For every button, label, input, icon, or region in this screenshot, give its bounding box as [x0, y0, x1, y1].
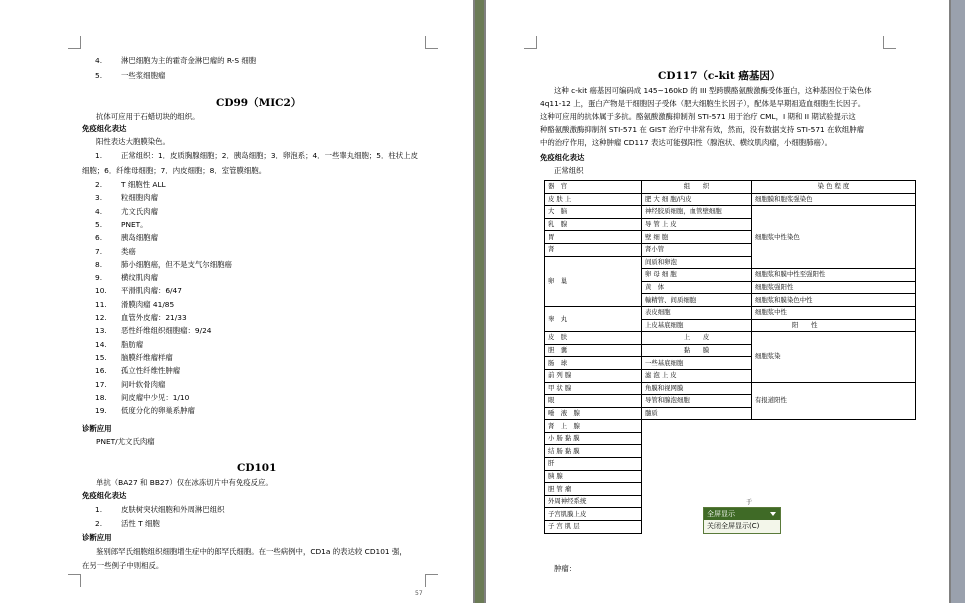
toolbar-hint: 于 [746, 499, 753, 506]
list-item: 6. 胰岛细胞瘤 [95, 233, 158, 243]
stain-cell: 细胞浆染 [752, 332, 916, 382]
crop-mark [524, 36, 537, 49]
expression-table [544, 180, 916, 534]
organ-cell: 皮 肤 上 [545, 193, 642, 206]
table-row [545, 420, 916, 433]
organ-cell: 肾 [545, 243, 642, 256]
table-header-row [545, 181, 916, 194]
watermark: www.ipathology.cn by yanyan530 [719, 585, 896, 596]
organ-cell: 肠 球 [545, 357, 642, 370]
tissue-cell: 上 皮 [642, 332, 752, 345]
paragraph-line: 这种 c-kit 癌基因可编码成 145~160kD 的 III 型跨膜酪氨酸激酶受体蛋白，这种基因位于染色体 [554, 86, 872, 95]
paragraph-line: 中的治疗作用，这种肿瘤 CD117 表达可能强阳性（腺泡状、横纹肌肉瘤，小细胞肺癌）。 [540, 138, 833, 147]
paragraph-line: 这种可应用的抗体属于多抗。酪氨酸激酶抑制剂 STI-571 用于治疗 CML，I 期和 II 期试验提示这 [540, 112, 856, 121]
tissue-cell: 间质和卵泡 [642, 256, 752, 269]
list-item: 3. 粒细胞肉瘤 [95, 193, 158, 203]
list-item: 5. 一些浆细胞瘤 [95, 71, 166, 80]
list-item: 11. 滑膜肉瘤 41/85 [95, 299, 175, 309]
section-title-cd101: CD101 [237, 462, 277, 474]
tissue-cell: 一些基底细胞 [642, 357, 752, 370]
paragraph: 单抗（BA27 和 BB27）仅在冰冻切片中有免疫反应。 [96, 478, 273, 487]
stain-cell: 有报道阳性 [752, 382, 916, 420]
list-item: 1. 皮肤树突状细胞和外周淋巴组织 [95, 505, 225, 514]
table-caption: 正常组织 [554, 166, 584, 175]
paragraph-line: 4q11-12 上，蛋白产物是干细胞因子受体（肥大细胞生长因子），配体是早期祖造血细胞生长因子。 [540, 99, 866, 108]
table-header: 器 官 [545, 181, 642, 194]
list-item: 16. 孤立性纤维性肿瘤 [95, 366, 181, 376]
organ-cell: 胰 腺 [545, 470, 642, 483]
stain-cell: 细胞膜和胞浆强染色 [752, 193, 916, 206]
tissue-cell: 导管和腺泡细胞 [642, 395, 752, 408]
tissue-cell: 肾小管 [642, 243, 752, 256]
list-item: 15. 脑膜纤维瘤样瘤 [95, 352, 173, 362]
table-row [545, 193, 916, 206]
tissue-cell: 滤 泡 上 皮 [642, 369, 752, 382]
tissue-cell: 上皮基底细胞 [642, 319, 752, 332]
table-row [545, 306, 916, 319]
organ-cell: 前 列 腺 [545, 369, 642, 382]
crop-mark [425, 36, 438, 49]
tissue-cell: 壁 细 胞 [642, 231, 752, 244]
subheading: 免疫组化表达 [540, 153, 585, 162]
page-gap-scrollbar[interactable] [475, 0, 484, 603]
organ-cell: 肾 上 腺 [545, 420, 642, 433]
list-item: 5. PNET。 [95, 219, 148, 229]
tissue-cell: 肥 大 细 胞/内皮 [642, 193, 752, 206]
crop-mark [68, 36, 81, 49]
tissue-cell: 表皮细胞 [642, 306, 752, 319]
list-item-continuation: 细胞；6．纤维母细胞；7．内皮细胞；8．室管膜细胞。 [82, 166, 267, 175]
list-item: 18. 间皮瘤中少见：1/10 [95, 392, 190, 402]
crop-mark [883, 36, 896, 49]
section-title-cd99: CD99（MIC2） [216, 97, 302, 109]
left-page [0, 0, 473, 603]
list-item: 8. 肺小细胞癌，但不是支气尔细胞癌 [95, 259, 232, 269]
organ-cell: 胆 管 瘤 [545, 483, 642, 496]
tissue-cell: 黏 膜 [642, 344, 752, 357]
crop-mark [425, 574, 438, 587]
organ-cell: 唾 液 腺 [545, 407, 642, 420]
list-item: 14. 脂肪瘤 [95, 339, 144, 349]
list-item: 2. T 细胞性 ALL [95, 180, 166, 189]
tissue-cell: 輸精管、间质细胞 [642, 294, 752, 307]
close-fullscreen-button[interactable]: 关闭全屏显示(C) [707, 522, 760, 530]
stain-cell: 细胞浆强阳性 [752, 281, 916, 294]
tissue-cell: 导 管 上 皮 [642, 218, 752, 231]
list-item: 19. 低度分化的卵巢系肿瘤 [95, 406, 195, 416]
organ-cell: 眼 [545, 395, 642, 408]
paragraph: 在另一些例子中则相反。 [82, 561, 164, 570]
paragraph: 抗体可应用于石蜡切块的组织。 [96, 112, 200, 121]
list-item: 2. 活性 T 细胞 [95, 519, 160, 528]
organ-cell: 子宫肌膜上皮 [545, 508, 642, 521]
organ-cell: 卵 巢 [545, 256, 642, 306]
list-item: 4. 淋巴细胞为主的霍奇金淋巴瘤的 R-S 细胞 [95, 56, 257, 65]
paragraph: 阳性表达大胞膜染色。 [96, 137, 170, 146]
tissue-cell: 神经胶质细胞，血管壁细胞 [642, 206, 752, 219]
chevron-down-icon[interactable] [770, 512, 776, 516]
organ-cell: 乳 腺 [545, 218, 642, 231]
stain-cell: 细胞浆中性 [752, 306, 916, 319]
stain-cell: 细胞浆和膜染色中性 [752, 294, 916, 307]
table-row [545, 382, 916, 395]
organ-cell: 大 脑 [545, 206, 642, 219]
table-header: 组 织 [642, 181, 752, 194]
tissue-cell: 角膜和视网膜 [642, 382, 752, 395]
organ-cell: 睾 丸 [545, 306, 642, 331]
subheading: 免疫组化表达 [82, 124, 127, 133]
list-item: 9. 横纹肌肉瘤 [95, 273, 158, 283]
organ-cell: 外周神经系统 [545, 495, 642, 508]
list-item: 4. 尤文氏肉瘤 [95, 206, 158, 216]
list-item: 12. 血管外皮瘤：21/33 [95, 313, 187, 322]
table-row [545, 206, 916, 219]
table-header: 染 色 程 度 [752, 181, 916, 194]
subheading: 诊断应用 [82, 424, 112, 433]
tissue-cell: 卵 母 细 胞 [642, 269, 752, 282]
organ-cell: 肝 [545, 458, 642, 471]
organ-cell: 皮 肤 [545, 332, 642, 345]
organ-cell: 胆 囊 [545, 344, 642, 357]
list-item: 7. 类癌 [95, 246, 136, 256]
subheading: 诊断应用 [82, 533, 112, 542]
fullscreen-toolbar[interactable] [703, 507, 781, 534]
list-item: 1. 正常组织：1．皮质胸腺细胞；2．胰岛细胞；3．卵泡系；4．一些睾丸细胞；5．柱状上皮 [95, 151, 418, 160]
stain-cell: 细胞浆和膜中性至强阳性 [752, 269, 916, 282]
organ-cell: 小 肠 黏 膜 [545, 432, 642, 445]
paragraph: PNET/尤文氏肉瘤 [96, 437, 155, 446]
page-number: 57 [415, 590, 423, 597]
section-title-cd117: CD117（c-kit 癌基因） [658, 70, 781, 82]
paragraph-line: 种酪氨酸激酶抑制剂 STI-571 在 GIST 治疗中非常有效，然而，没有数据支持 STI-571 在软组肿瘤 [540, 125, 865, 134]
tissue-cell: 黄 体 [642, 281, 752, 294]
organ-cell: 甲 状 腺 [545, 382, 642, 395]
list-item: 10. 平滑肌肉瘤：6/47 [95, 286, 182, 296]
fullscreen-label: 全屏显示 [707, 510, 735, 518]
paragraph: 肿瘤： [554, 564, 577, 573]
list-item: 13. 恶性纤维组织细胞瘤：9/24 [95, 326, 212, 336]
crop-mark [68, 574, 81, 587]
list-item: 17. 间叶软骨肉瘤 [95, 379, 166, 389]
stain-cell: 细胞浆中性染色 [752, 206, 916, 269]
fullscreen-toolbar-header[interactable] [704, 508, 780, 520]
stain-cell: 阳 性 [752, 319, 916, 332]
organ-cell: 结 肠 黏 膜 [545, 445, 642, 458]
table-row [545, 332, 916, 345]
organ-cell: 子 宫 肌 层 [545, 521, 642, 534]
vertical-scrollbar[interactable] [951, 0, 965, 603]
paragraph: 鉴别郎罕氏细胞组织细胞增生症中的郎罕氏细胞。在一些病例中，CD1a 的表达较 CD101 强， [96, 547, 407, 556]
tissue-cell: 髓质 [642, 407, 752, 420]
organ-cell: 胃 [545, 231, 642, 244]
subheading: 免疫组化表达 [82, 491, 127, 500]
